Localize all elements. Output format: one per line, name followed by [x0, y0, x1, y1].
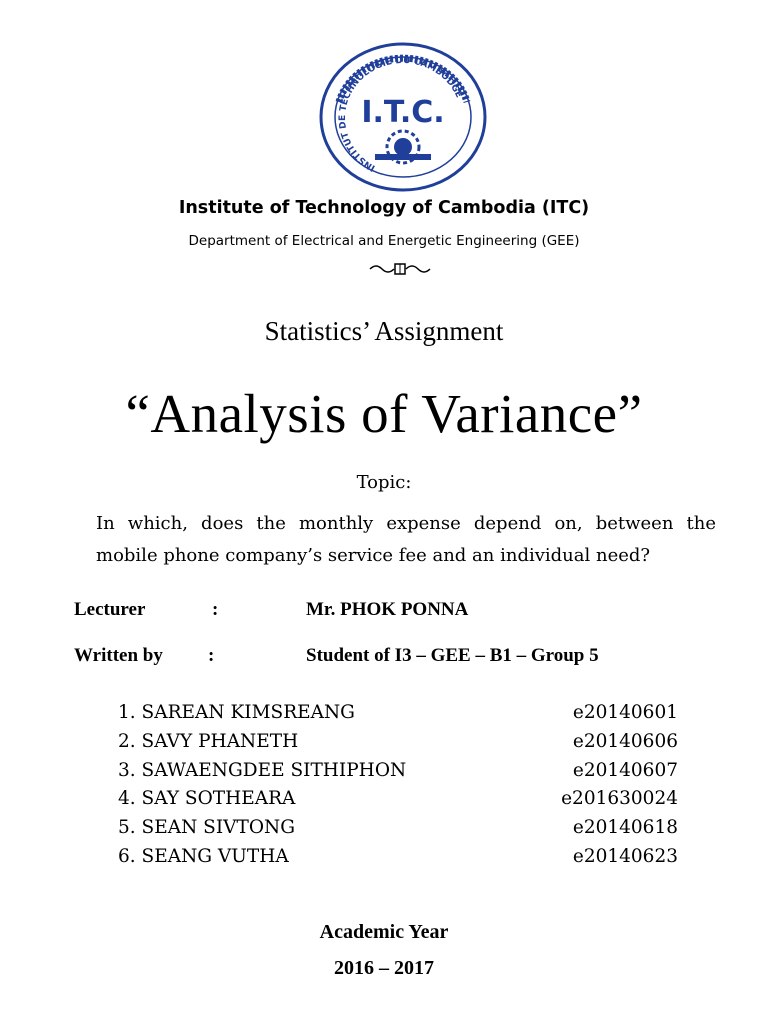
student-row	[118, 817, 678, 846]
written-by-label: Written by	[74, 645, 163, 666]
student-id: e20140606	[572, 730, 678, 752]
student-number: 5.	[118, 817, 136, 839]
student-row	[118, 760, 678, 789]
student-name: SEANG VUTHA	[141, 845, 289, 867]
student-row	[118, 702, 678, 731]
student-row	[118, 731, 678, 760]
student-id: e201630024	[561, 788, 678, 810]
lecturer-name: Mr. PHOK PONNA	[306, 599, 469, 620]
student-row	[118, 788, 678, 817]
academic-year-label: Academic Year	[319, 921, 449, 943]
student-name: SAWAENGDEE SITHIPHON	[141, 759, 407, 781]
lecturer-colon: :	[212, 599, 219, 620]
student-number: 3.	[118, 759, 136, 781]
book-ornament-icon	[368, 261, 432, 277]
logo-ring-text: INSTITUT DE TECHNOLOGIE DU CAMBODGE	[338, 55, 464, 173]
lecturer-label: Lecturer	[74, 599, 146, 620]
student-name: SAREAN KIMSREANG	[141, 702, 355, 723]
student-number: 2.	[118, 730, 136, 752]
academic-year-value: 2016 – 2017	[334, 957, 434, 979]
student-name: SAY SOTHEARA	[141, 788, 296, 810]
topic-label: Topic:	[356, 472, 412, 493]
student-name: SAVY PHANETH	[141, 730, 299, 752]
document-title: “Analysis of Variance”	[125, 383, 643, 444]
student-name: SEAN SIVTONG	[141, 817, 295, 839]
student-id: e20140607	[572, 759, 678, 781]
topic-text: In which, does the monthly expense depend on, between the mobile phone company’s service fee and an individual need?	[96, 513, 716, 566]
student-id: e20140618	[572, 817, 678, 839]
student-id: e20140623	[572, 845, 678, 867]
student-number: 4.	[118, 788, 136, 810]
department-name: Department of Electrical and Energetic Engineering (GEE)	[188, 233, 580, 249]
written-by-colon: :	[208, 645, 215, 666]
logo-initials: I.T.C.	[361, 95, 445, 130]
assignment-subtitle: Statistics’ Assignment	[264, 316, 504, 346]
student-row	[118, 846, 678, 875]
written-by-value: Student of I3 – GEE – B1 – Group 5	[306, 645, 599, 666]
student-number: 6.	[118, 845, 136, 867]
institute-name: Institute of Technology of Cambodia (ITC)	[178, 198, 590, 218]
student-number: 1.	[118, 702, 136, 723]
student-list	[118, 702, 678, 875]
student-id: e20140601	[572, 702, 678, 723]
itc-logo	[319, 42, 487, 192]
